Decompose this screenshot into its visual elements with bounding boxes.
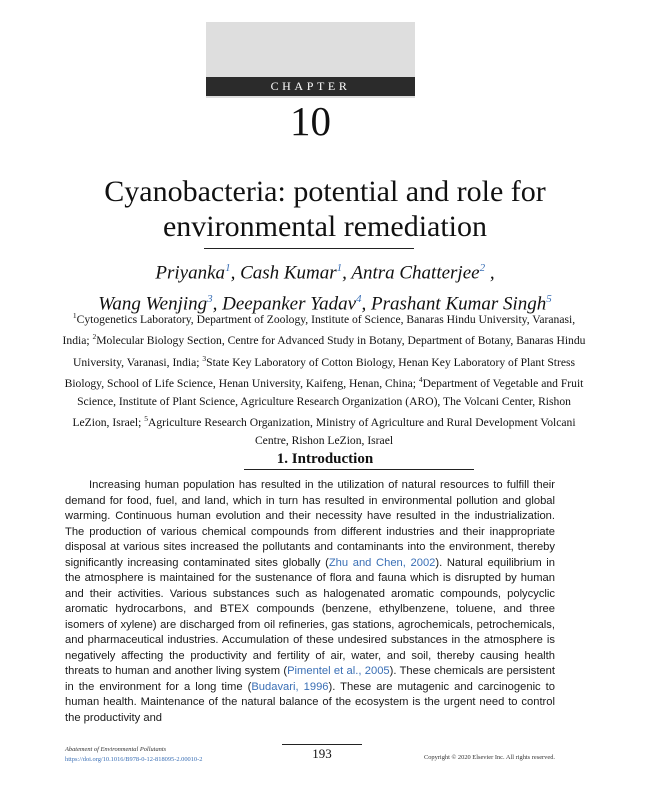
author-affiliation-link[interactable]: 5	[546, 293, 552, 306]
affiliation-text: Molecular Biology Section, Centre for Advanced Study in Botany, Department of Botany, Banaras Hindu University, Varanasi, India;	[72, 334, 586, 369]
author-affiliation-link[interactable]: 1	[336, 262, 343, 274]
author-separator: ,	[361, 293, 372, 315]
author-affiliation-link[interactable]: 4	[356, 293, 362, 306]
author-name: Wang Wenjing	[98, 293, 208, 315]
affiliation-text: Department of Vegetable and Fruit Science, Institute of Plant Science, Agriculture Research Organization (ARO), The Volcani Center, Rishon LeZion, Israel;	[72, 377, 584, 430]
affiliation-marker: 1	[72, 311, 77, 320]
author-separator: ,	[230, 262, 241, 284]
affiliation-marker: 2	[92, 332, 97, 342]
title-divider	[204, 248, 414, 249]
body-text-segment: ). These are mutagenic and carcinogenic to human health. Maintenance of the natural balance of the ecosystem is the urgent need to control the productivity and	[65, 680, 556, 724]
citation-link[interactable]: Pimentel et al., 2005	[287, 665, 390, 677]
chapter-title	[40, 174, 610, 244]
chapter-title-line-2: environmental remediation	[162, 210, 488, 243]
author-affiliation-link[interactable]: 3	[207, 293, 213, 306]
journal-title: Abatement of Environmental Pollutants	[65, 746, 167, 753]
introduction-paragraph	[65, 478, 555, 726]
author-name: Prashant Kumar Singh	[371, 293, 547, 315]
author-affiliation-link[interactable]: 2	[479, 262, 486, 274]
chapter-number: 10	[290, 98, 331, 144]
author-name: Deepanker Yadav	[222, 293, 357, 315]
section-divider	[244, 469, 474, 470]
body-text-segment: Increasing human population has resulted in the utilization of natural resources to fulfill their demand for food, fuel, and land, which in turn has resulted in environmental pollution and global warming. Continuous human evolution and their necessity have resulted in the industrialization. The production of various chemical compounds from different industries and their inappropriate disposal at various sites increased the pollutants and contaminants into the environment, thereby significantly increasing contaminated sites globally (	[65, 479, 555, 569]
author-separator: ,	[342, 262, 352, 284]
section-heading-introduction: 1. Introduction	[276, 451, 374, 467]
affiliation-marker: 5	[144, 414, 148, 424]
author-affiliation-link[interactable]: 1	[225, 262, 231, 274]
citation-link[interactable]: Zhu and Chen, 2002	[328, 556, 436, 569]
author-name: Priyanka	[155, 262, 226, 284]
page-number: 193	[312, 746, 332, 761]
doi-link[interactable]: https://doi.org/10.1016/B978-0-12-818095-2.00010-2	[65, 756, 203, 763]
copyright-notice: Copyright © 2020 Elsevier Inc. All rights reserved.	[423, 754, 555, 761]
affiliation-text: State Key Laboratory of Cotton Biology, Henan Key Laboratory of Plant Stress Biology, School of Life Science, Henan University, Kaifeng, Henan, China;	[64, 355, 576, 391]
body-text-segment: ). Natural equilibrium in the atmosphere is maintained for the sustenance of flora and fauna which is disrupted by human and their activities. Various substances such as halogenated aromatic compounds, polycyclic aromatic hydrocarbons, and BTEX compounds (benzene, ethylbenzene, toluene, and three isomers of xylene) are discharged from oil refineries, gas stations, agrochemicals, petrochemicals, and pharmaceutical industries. Accumulation of these undesired substances in the atmosphere is negatively affecting the productivity and fertility of air, water, and soil, thereby causing health threats to human and another living system (	[65, 556, 555, 677]
footer-citation	[65, 745, 295, 765]
chapter-label: CHAPTER	[206, 77, 415, 96]
citation-link[interactable]: Budavari, 1996	[251, 680, 329, 693]
affiliations	[62, 307, 586, 449]
affiliation-text: Cytogenetics Laboratory, Department of Zoology, Institute of Science, Banaras Hindu University, Varanasi, India;	[62, 312, 576, 348]
author-name: Antra Chatterjee	[351, 262, 480, 284]
affiliation-text: Agriculture Research Organization, Ministry of Agriculture and Rural Development Volcani Centre, Rishon LeZion, Israel	[147, 416, 576, 447]
affiliation-marker: 3	[202, 353, 207, 363]
affiliation-marker: 4	[418, 375, 423, 385]
body-text-segment: ). These chemicals are persistent in the environment for a long time (	[65, 665, 555, 693]
author-name: Cash Kumar	[240, 262, 337, 284]
author-separator: ,	[485, 262, 495, 284]
chapter-title-line-1: Cyanobacteria: potential and role for	[104, 175, 546, 208]
author-line-1	[40, 255, 610, 286]
author-separator: ,	[212, 293, 223, 315]
